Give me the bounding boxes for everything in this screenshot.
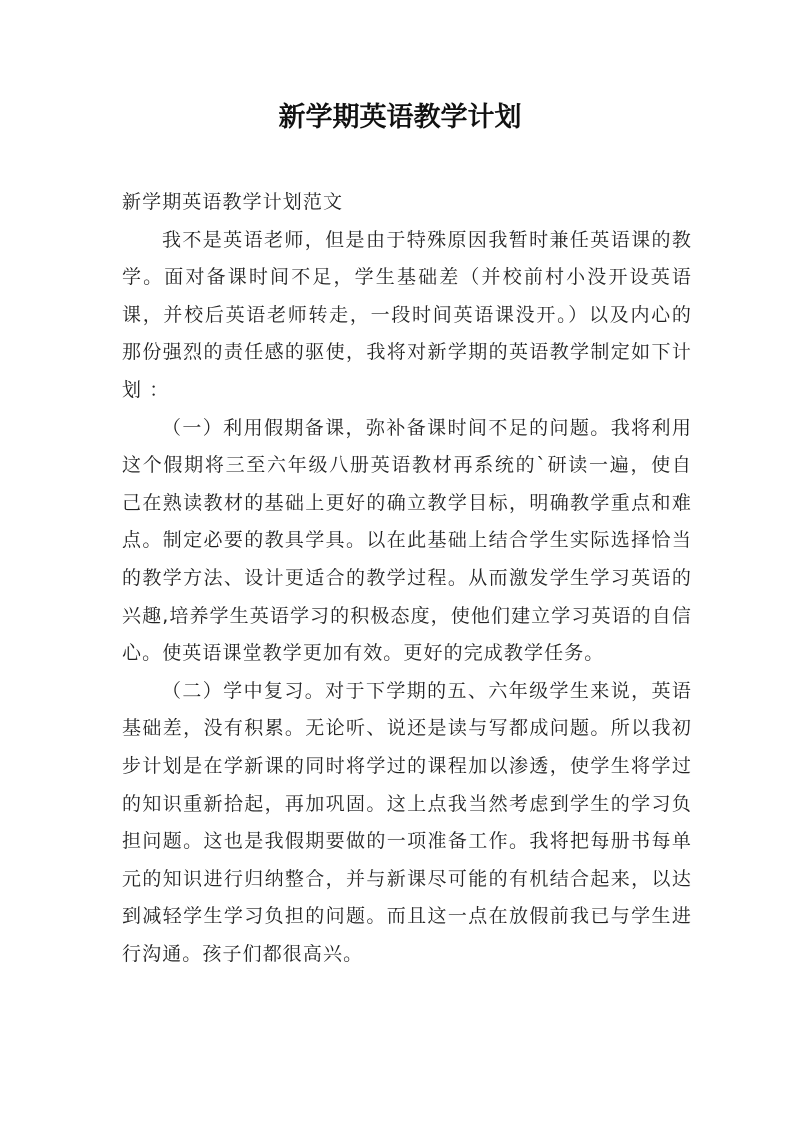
document-title: 新学期英语教学计划 — [278, 102, 522, 133]
document-subtitle: 新学期英语教学计划范文 — [122, 191, 344, 213]
paragraph-section-1: （一）利用假期备课，弥补备课时间不足的问题。我将利用这个假期将三至六年级八册英语教材再系统的`研读一遍，使自己在熟读教材的基础上更好的确立教学目标，明确教学重点和难点。制定必要的教具学具。以在此基础上结合学生实际选择恰当的教学方法、设计更适合的教学过程。从而激发学生学习英语的兴趣,培养学生英语学习的积极态度，使他们建立学习英语的自信心。使英语课堂教学更加有效。更好的完成教学任务。 — [122, 416, 692, 665]
document-body — [122, 184, 692, 973]
paragraph-intro: 我不是英语老师，但是由于特殊原因我暂时兼任英语课的教学。面对备课时间不足，学生基础差（并校前村小没开设英语课，并校后英语老师转走，一段时间英语课没开。）以及内心的那份强烈的责任感的驱使，我将对新学期的英语教学制定如下计划 ： — [122, 228, 692, 401]
paragraph-section-2: （二）学中复习。对于下学期的五、六年级学生来说，英语基础差，没有积累。无论听、说还是读与写都成问题。所以我初步计划是在学新课的同时将学过的课程加以渗透，使学生将学过的知识重新拾起，再加巩固。这上点我当然考虑到学生的学习负担问题。这也是我假期要做的一项准备工作。我将把每册书每单元的知识进行归纳整合，并与新课尽可能的有机结合起来，以达到减轻学生学习负担的问题。而且这一点在放假前我已与学生进行沟通。孩子们都很高兴。 — [122, 679, 692, 965]
